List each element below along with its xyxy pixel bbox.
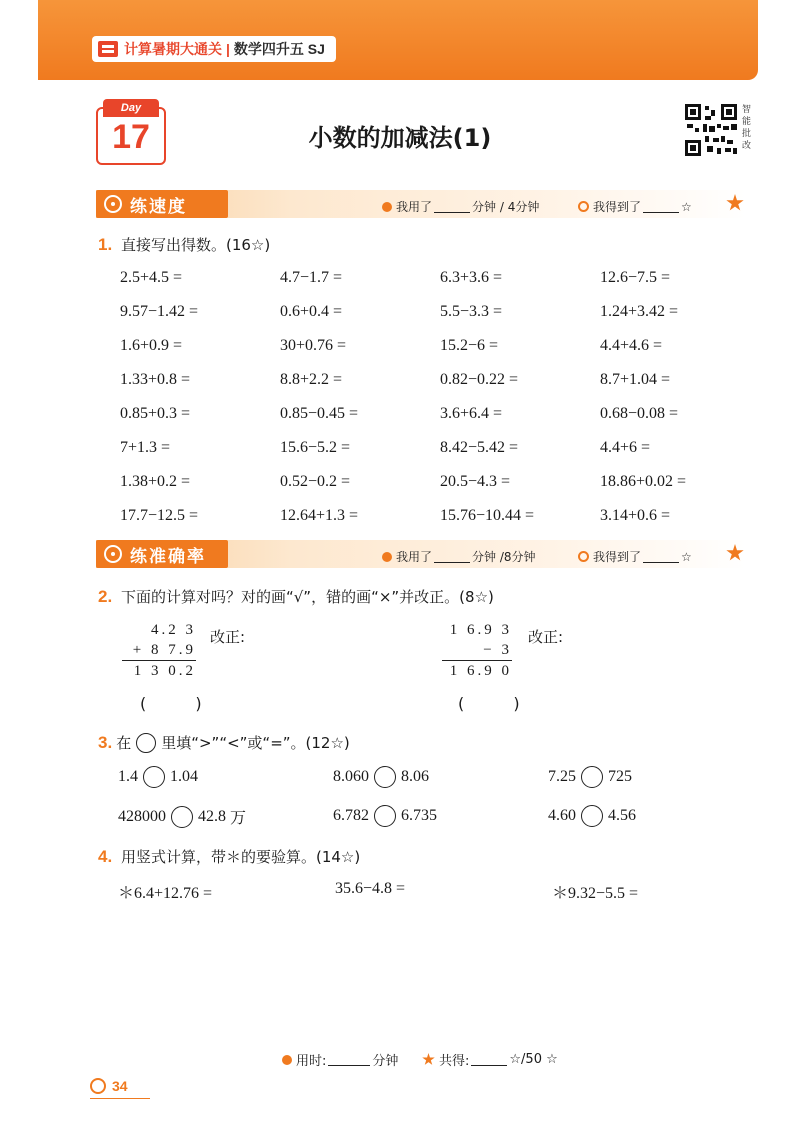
q1-item: 12.6−7.5 = bbox=[600, 269, 671, 286]
section2-score-blank[interactable] bbox=[643, 551, 679, 563]
compare-circle-blank[interactable] bbox=[171, 806, 193, 828]
compare-right: 4.56 bbox=[608, 807, 636, 824]
compare-item bbox=[333, 766, 429, 788]
footer-time bbox=[282, 1050, 398, 1069]
day-label: Day bbox=[103, 99, 159, 117]
q1-item: 4.4+4.6 = bbox=[600, 337, 663, 354]
vertical-right-result: 1 6.9 0 bbox=[449, 663, 512, 679]
section-tab-speed bbox=[96, 190, 228, 218]
footer-score-label: 共得: bbox=[439, 1054, 470, 1069]
section-tab-accuracy bbox=[96, 540, 228, 568]
page-number-block bbox=[90, 1078, 128, 1094]
page-title: 小数的加减法(1) bbox=[308, 124, 492, 152]
footer-time-unit: 分钟 bbox=[372, 1054, 399, 1069]
footer-time-label: 用时: bbox=[296, 1054, 327, 1069]
question-4-text: 用竖式计算，带＊的要验算。(14☆) bbox=[120, 848, 361, 866]
vertical-left-top: 4.2 3 bbox=[151, 622, 196, 638]
fire-icon bbox=[382, 202, 392, 212]
book-icon bbox=[98, 41, 118, 57]
compare-item bbox=[118, 766, 198, 788]
compare-left: 4.60 bbox=[548, 807, 576, 824]
compare-left: 1.4 bbox=[118, 768, 138, 785]
q1-item: 4.7−1.7 = bbox=[280, 269, 343, 286]
compare-right: 6.735 bbox=[401, 807, 437, 824]
compare-circle-blank[interactable] bbox=[374, 805, 396, 827]
series-name: 计算暑期大通关 bbox=[124, 41, 222, 57]
compare-item bbox=[548, 805, 636, 827]
q1-item: 8.8+2.2 = bbox=[280, 371, 343, 388]
q1-item: 5.5−3.3 = bbox=[440, 303, 503, 320]
fire-icon bbox=[382, 552, 392, 562]
section1-star-unit: ☆ bbox=[681, 199, 692, 214]
section1-time-blank[interactable] bbox=[434, 201, 470, 213]
page-number: 34 bbox=[112, 1078, 128, 1094]
compare-item bbox=[118, 805, 246, 828]
compare-left: 6.782 bbox=[333, 807, 369, 824]
compare-circle-blank[interactable] bbox=[374, 766, 396, 788]
question-3 bbox=[98, 732, 350, 753]
section2-got-label: 我得到了 bbox=[593, 550, 642, 564]
q1-item: 15.2−6 = bbox=[440, 337, 499, 354]
question-2-text: 下面的计算对吗？对的画“√”，错的画“×”并改正。(8☆) bbox=[120, 588, 494, 606]
footer-time-blank[interactable] bbox=[328, 1054, 370, 1066]
compare-left: 7.25 bbox=[548, 768, 576, 785]
q1-item: 20.5−4.3 = bbox=[440, 473, 511, 490]
q1-item: 0.6+0.4 = bbox=[280, 303, 343, 320]
q1-item: 17.7−12.5 = bbox=[120, 507, 199, 524]
q1-item: 6.3+3.6 = bbox=[440, 269, 503, 286]
vertical-right-op: − 3 bbox=[442, 640, 512, 661]
vertical-calc-right bbox=[442, 620, 512, 681]
q1-item: 8.7+1.04 = bbox=[600, 371, 671, 388]
compare-circle-blank[interactable] bbox=[143, 766, 165, 788]
question-1-text: 直接写出得数。(16☆) bbox=[120, 236, 271, 254]
compare-right: 1.04 bbox=[170, 768, 198, 785]
section2-star-unit: ☆ bbox=[681, 549, 692, 564]
compare-circle-blank[interactable] bbox=[581, 766, 603, 788]
section1-used-label: 我用了 bbox=[396, 200, 433, 214]
fix-label-left: 改正: bbox=[210, 628, 246, 646]
fix-label-right: 改正: bbox=[528, 628, 564, 646]
q1-item: 8.42−5.42 = bbox=[440, 439, 519, 456]
section-title-speed: 练速度 bbox=[130, 196, 187, 217]
q1-item: 30+0.76 = bbox=[280, 337, 347, 354]
circle-icon bbox=[136, 733, 156, 753]
series-tag bbox=[92, 36, 336, 62]
q1-item: 9.57−1.42 = bbox=[120, 303, 199, 320]
calc-item-3: ＊9.32−5.5 = bbox=[552, 885, 639, 902]
compare-left: 8.060 bbox=[333, 768, 369, 785]
section-title-accuracy: 练准确率 bbox=[130, 546, 206, 567]
compare-left: 428000 bbox=[118, 807, 166, 825]
day-number: 17 bbox=[112, 118, 150, 156]
section2-time-info bbox=[382, 548, 536, 565]
question-2-number: 2. bbox=[98, 587, 113, 606]
q1-item: 1.6+0.9 = bbox=[120, 337, 183, 354]
section2-time-suffix: 分钟 /8分钟 bbox=[472, 550, 536, 564]
series-separator: | bbox=[226, 41, 230, 57]
section2-time-blank[interactable] bbox=[434, 551, 470, 563]
section2-score-info bbox=[578, 548, 692, 565]
footer-score-unit: ☆/50 ☆ bbox=[509, 1052, 558, 1067]
question-4-number: 4. bbox=[98, 847, 113, 866]
q1-item: 3.14+0.6 = bbox=[600, 507, 671, 524]
q1-item: 2.5+4.5 = bbox=[120, 269, 183, 286]
vertical-calc-left bbox=[122, 620, 196, 681]
question-1 bbox=[98, 234, 270, 255]
compare-right: 725 bbox=[608, 768, 632, 785]
stopwatch-icon bbox=[104, 195, 122, 213]
section1-got-label: 我得到了 bbox=[593, 200, 642, 214]
question-3-text-post: 里填“>”“<”或“=”。(12☆) bbox=[161, 734, 350, 752]
qr-side-label: 智能批改 bbox=[742, 105, 752, 151]
vertical-right-top: 1 6.9 3 bbox=[449, 622, 512, 638]
section1-time-info bbox=[382, 198, 539, 215]
question-4 bbox=[98, 846, 360, 867]
question-1-grid bbox=[120, 266, 760, 538]
page-number-underline bbox=[90, 1098, 150, 1099]
compare-unit: 万 bbox=[230, 808, 247, 827]
star-icon bbox=[422, 1053, 435, 1066]
calc-item-2: 35.6−4.8 = bbox=[335, 880, 406, 897]
sun-icon bbox=[90, 1078, 106, 1094]
q1-item: 3.6+6.4 = bbox=[440, 405, 503, 422]
question-3-text-pre: 在 bbox=[116, 734, 132, 752]
section1-score-info bbox=[578, 198, 692, 215]
question-2 bbox=[98, 586, 494, 607]
footer-score-blank[interactable] bbox=[471, 1054, 507, 1066]
q1-item: 1.33+0.8 = bbox=[120, 371, 191, 388]
q1-item: 1.24+3.42 = bbox=[600, 303, 679, 320]
calc-item-1: ＊6.4+12.76 = bbox=[118, 885, 213, 902]
question-3-number: 3. bbox=[98, 732, 113, 752]
answer-paren-left[interactable]: ( ) bbox=[140, 694, 224, 713]
q1-item: 0.82−0.22 = bbox=[440, 371, 519, 388]
q1-item: 7+1.3 = bbox=[120, 439, 171, 456]
alarm-clock-icon bbox=[282, 1055, 292, 1065]
section1-score-blank[interactable] bbox=[643, 201, 679, 213]
q1-item: 1.38+0.2 = bbox=[120, 473, 191, 490]
footer-score bbox=[422, 1050, 558, 1069]
question-1-number: 1. bbox=[98, 235, 113, 254]
compare-right: 8.06 bbox=[401, 768, 429, 785]
q1-item: 15.76−10.44 = bbox=[440, 507, 535, 524]
q1-item: 15.6−5.2 = bbox=[280, 439, 351, 456]
check-icon bbox=[578, 551, 589, 562]
target-icon bbox=[104, 545, 122, 563]
section2-used-label: 我用了 bbox=[396, 550, 433, 564]
compare-item bbox=[548, 766, 632, 788]
q1-item: 18.86+0.02 = bbox=[600, 473, 687, 490]
vertical-left-op: + 8 7.9 bbox=[122, 640, 196, 661]
section1-time-suffix: 分钟 / 4分钟 bbox=[472, 200, 540, 214]
vertical-left-result: 1 3 0.2 bbox=[133, 663, 196, 679]
qr-code-icon[interactable] bbox=[683, 102, 739, 158]
q1-item: 4.4+6 = bbox=[600, 439, 651, 456]
q1-item: 0.68−0.08 = bbox=[600, 405, 679, 422]
answer-paren-right[interactable]: ( ) bbox=[458, 694, 542, 713]
compare-item bbox=[333, 805, 437, 827]
compare-right: 42.8 bbox=[198, 807, 226, 825]
q1-item: 12.64+1.3 = bbox=[280, 507, 359, 524]
q1-item: 0.85+0.3 = bbox=[120, 405, 191, 422]
q1-item: 0.85−0.45 = bbox=[280, 405, 359, 422]
compare-circle-blank[interactable] bbox=[581, 805, 603, 827]
subject-name: 数学四升五 SJ bbox=[233, 41, 325, 57]
check-icon bbox=[578, 201, 589, 212]
q1-item: 0.52−0.2 = bbox=[280, 473, 351, 490]
